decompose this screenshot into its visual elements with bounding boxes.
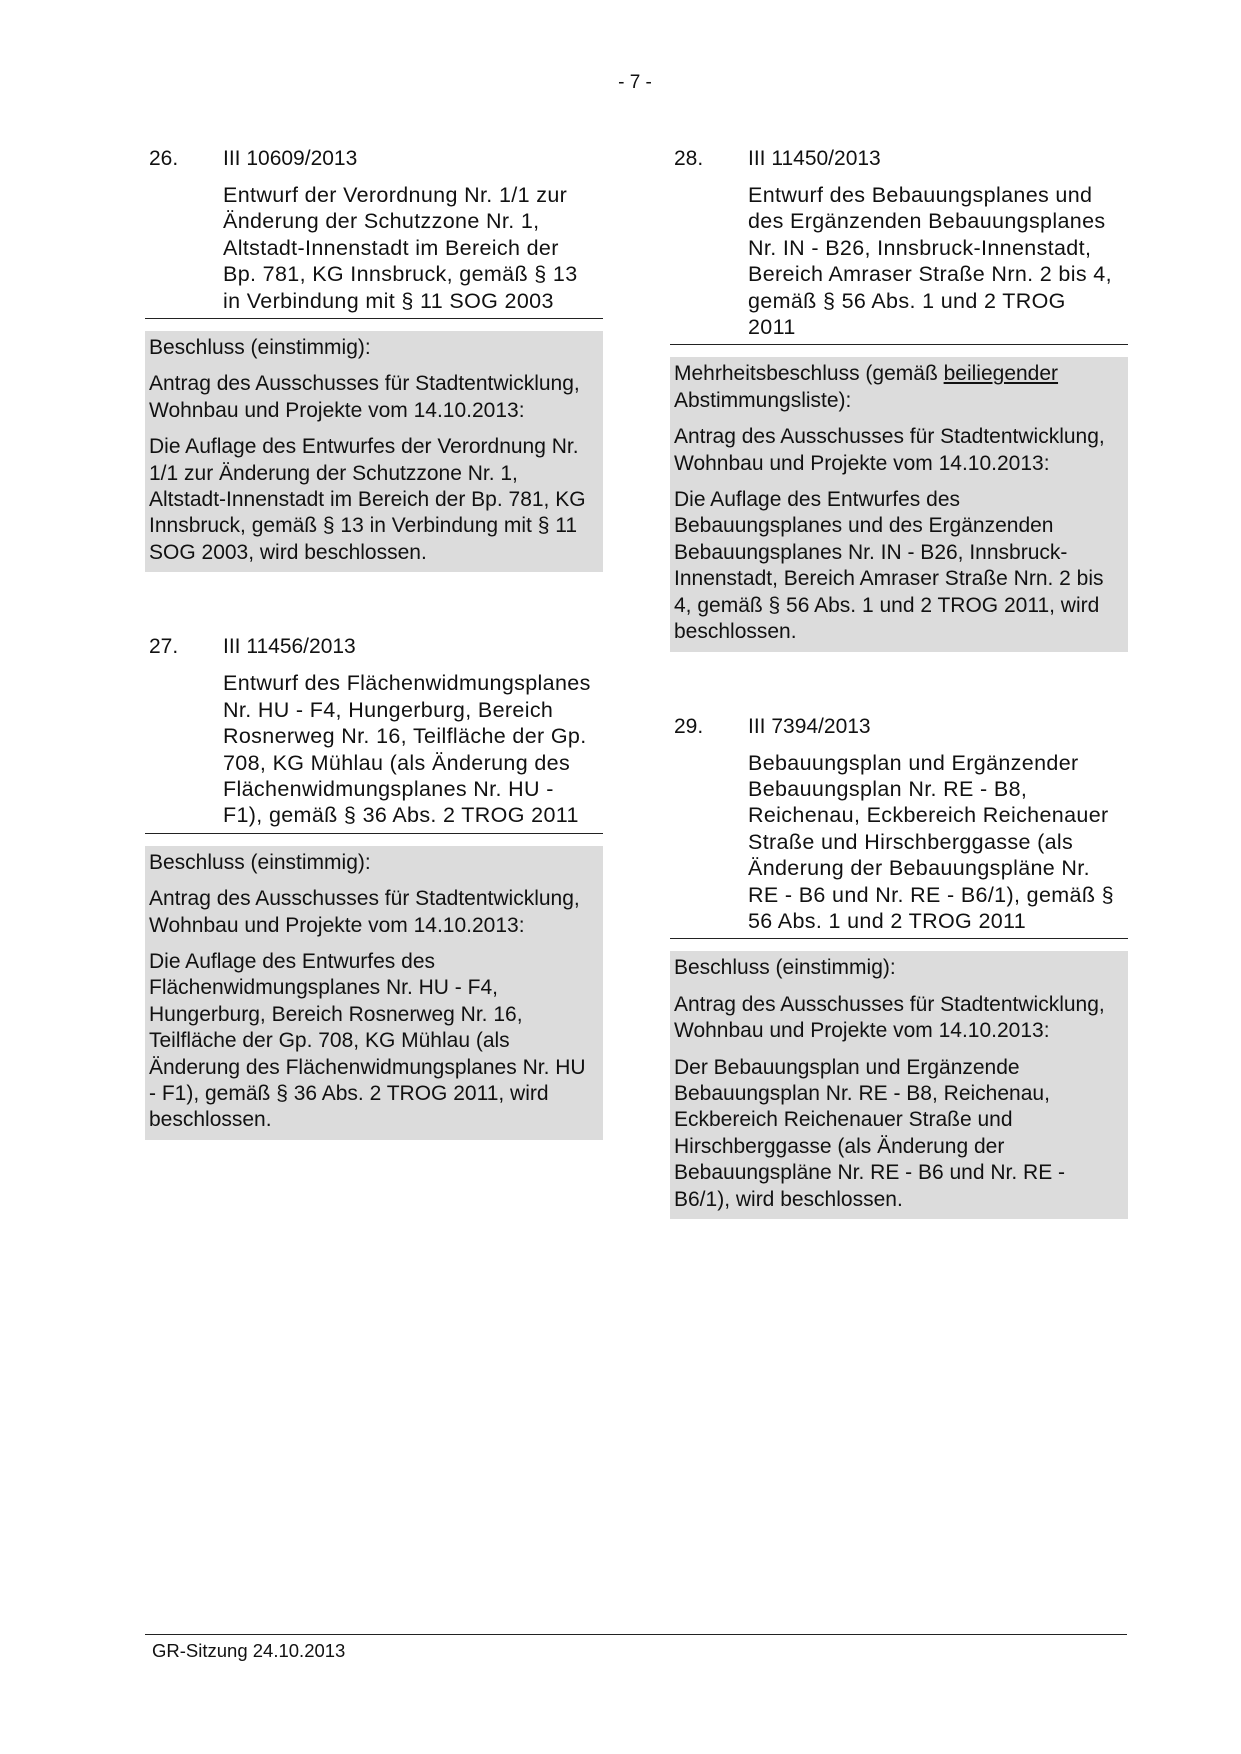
agenda-item-29 [670, 714, 1128, 1220]
item-number: 27. [149, 635, 179, 659]
left-column [145, 146, 603, 1202]
motion-text: Antrag des Ausschusses für Stadtentwicklung, Wohnbau und Projekte vom 14.10.2013: [149, 372, 580, 422]
item-number: 29. [674, 714, 704, 738]
decision-type: Beschluss (einstimmig): [149, 336, 371, 360]
attached-list-link[interactable]: beiliegender [943, 362, 1059, 386]
motion-text: Antrag des Ausschusses für Stadtentwicklung, Wohnbau und Projekte vom 14.10.2013: [674, 992, 1105, 1043]
item-divider [670, 938, 1128, 939]
page-number: - 7 - [618, 72, 652, 93]
item-reference: III 10609/2013 [223, 147, 358, 170]
item-title: Bebauungsplan und Ergänzender Bebauungsplan Nr. RE - B8, Reichenau, Eckbereich Reichenauer Straße und Hirschberggasse (als Änderung der Bebauungspläne Nr. RE - B6 und Nr. RE - B6/1), gemäß § 56 Abs. 1 und 2 TROG 2011 [748, 750, 1114, 933]
item-title: Entwurf des Bebauungsplanes und des Ergänzenden Bebauungsplanes Nr. IN - B26, Innsbruck-Innenstadt, Bereich Amraser Straße Nrn. 2 bis 4, gemäß § 56 Abs. 1 und 2 TROG 2011 [748, 183, 1112, 340]
footer-session-date: GR-Sitzung 24.10.2013 [152, 1640, 346, 1661]
item-divider [145, 833, 603, 834]
resolution-text: Die Auflage des Entwurfes des Bebauungsplanes und des Ergänzenden Bebauungsplanes Nr. IN - B26, Innsbruck-Innenstadt, Bereich Amraser Straße Nrn. 2 bis 4, gemäß § 56 Abs. 1 und 2 TROG 2011, wird beschlossen. [674, 488, 1104, 644]
item-reference: III 7394/2013 [748, 714, 871, 738]
decision-type-prefix: Mehrheitsbeschluss (gemäß [674, 362, 944, 386]
item-divider [145, 318, 603, 319]
item-header [670, 146, 1128, 172]
item-title: Entwurf des Flächenwidmungsplanes Nr. HU - F4, Hungerburg, Bereich Rosnerweg Nr. 16, Teilfläche der Gp. 708, KG Mühlau (als Änderung des Flächenwidmungsplanes Nr. HU - F1), gemäß § 36 Abs. 2 TROG 2011 [223, 671, 591, 828]
item-reference: III 11450/2013 [748, 147, 881, 170]
resolution-text: Der Bebauungsplan und Ergänzende Bebauungsplan Nr. RE - B8, Reichenau, Eckbereich Reichenauer Straße und Hirschberggasse (als Änderung der Bebauungspläne Nr. RE - B6 und Nr. RE - B6/1), wird beschlossen. [674, 1055, 1066, 1211]
item-header [145, 146, 603, 172]
decision-type-suffix: Abstimmungsliste): [674, 388, 852, 412]
decision-type [674, 361, 1120, 414]
agenda-item-27 [145, 634, 603, 1140]
item-header [145, 634, 603, 660]
decision-type: Beschluss (einstimmig): [149, 850, 371, 874]
item-header [670, 714, 1128, 740]
decision-type: Beschluss (einstimmig): [674, 956, 896, 980]
footer-divider [145, 1634, 1127, 1635]
item-number: 26. [149, 147, 179, 170]
motion-text: Antrag des Ausschusses für Stadtentwicklung, Wohnbau und Projekte vom 14.10.2013: [149, 887, 580, 937]
item-number: 28. [674, 147, 704, 170]
item-divider [670, 344, 1128, 345]
decision-block [145, 846, 603, 1140]
agenda-item-28 [670, 146, 1128, 652]
item-reference: III 11456/2013 [223, 635, 356, 659]
decision-block [145, 331, 603, 572]
decision-block [670, 357, 1128, 651]
right-column [670, 146, 1128, 1281]
decision-block [670, 951, 1128, 1219]
resolution-text: Die Auflage des Entwurfes der Verordnung Nr. 1/1 zur Änderung der Schutzzone Nr. 1, Altstadt-Innenstadt im Bereich der Bp. 781, KG Innsbruck, gemäß § 13 in Verbindung mit § 11 SOG 2003, wird beschlossen. [149, 435, 586, 564]
motion-text: Antrag des Ausschusses für Stadtentwicklung, Wohnbau und Projekte vom 14.10.2013: [674, 425, 1105, 475]
item-title: Entwurf der Verordnung Nr. 1/1 zur Änderung der Schutzzone Nr. 1, Altstadt-Innenstadt im Bereich der Bp. 781, KG Innsbruck, gemäß § 13 in Verbindung mit § 11 SOG 2003 [223, 183, 578, 313]
resolution-text: Die Auflage des Entwurfes des Flächenwidmungsplanes Nr. HU - F4, Hungerburg, Bereich Rosnerweg Nr. 16, Teilfläche der Gp. 708, KG Mühlau (als Änderung des Flächenwidmungsplanes Nr. HU - F1), gemäß § 36 Abs. 2 TROG 2011, wird beschlossen. [149, 949, 586, 1132]
agenda-item-26 [145, 146, 603, 572]
